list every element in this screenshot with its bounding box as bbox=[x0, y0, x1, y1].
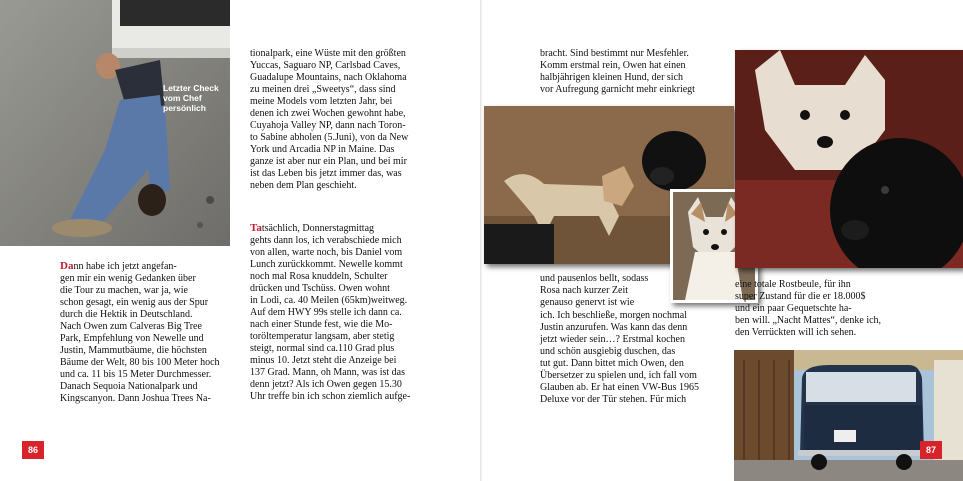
page-gutter bbox=[480, 0, 483, 481]
text-column-3-bottom: ich. Ich beschließe, morgen nochmal Justin anzurufen. Was kann das denn jetzt wieder sein…? Erstmal kochen und schön ausgiebig duschen, das tut gut. Dann bittet mich Owen, den Übersetzer zu spielen und, ich fall vom Glauben ab. Er hat einen VW-Bus 1965 Deluxe vor der Tür stehen. Für mich bbox=[540, 310, 699, 405]
photo-man-under-car-image bbox=[0, 0, 230, 246]
text-column-1 bbox=[60, 260, 235, 405]
dropcap: Ta bbox=[250, 222, 262, 234]
body-text: tsächlich, Donnerstagmittag gehts dann los, ich verabschiede mich von allen, warte noch, bis Daniel vom Lunch zurückkommt. Newelle kommt noch mal Rosa knuddeln, Schulter drücken und Tschüss. Owen wohnt in Lodi, ca. 40 Meilen (65km)weitweg. Auf dem HWY 99s stelle ich dann ca. nach einer Stunde fest, wie die Mo- toröltemperatur langsam, aber stetig steigt, normal sind ca.110 Grad plus minus 10. Jetzt steht die Anzeige bei 137 Grad. Mann, oh Mann, was ist das denn jetzt? Als ich Owen gegen 15.30 Uhr treffe bin ich schon ziemlich aufge- bbox=[250, 223, 411, 402]
text-column-2-top: tionalpark, eine Wüste mit den größten Yuccas, Saguaro NP, Carlsbad Caves, Guadalupe Mountains, nach Oklahoma zu meinen drei „Sweetys“, dass sind meine Models vom letzten Jahr, bei denen ich zwei Wochen gewohnt habe, Cuyahoja Valley NP, dann nach Toron- to Sabine abholen (5.Juni), von da New York und Arcadia NP in Maine. Das ganze ist aber nur ein Plan, und bei mir ist das Leben bis jetzt immer das, was neben dem Plan geschieht. bbox=[250, 48, 409, 191]
photo-two-dogs bbox=[735, 50, 963, 268]
photo-caption: Letzter Check vom Chef persönlich bbox=[163, 83, 219, 113]
page-number-right: 87 bbox=[920, 441, 942, 459]
text-column-4: eine totale Rostbeule, für ihn super Zustand für die er 18.000$ und ein paar Gequetschte ha- ben will. „Nacht Mattes“, denke ich, den Verrückten will ich sehen. bbox=[735, 279, 882, 338]
text-column-2-bottom bbox=[250, 222, 435, 403]
photo-man-under-car bbox=[0, 0, 230, 246]
text-column-3-top: bracht. Sind bestimmt nur Mesfehler. Komm erstmal rein, Owen hat einen halbjährigen kleinen Hund, der sich vor Aufregung garnicht mehr einkriegt bbox=[540, 48, 695, 95]
photo-vw-bus-image bbox=[734, 350, 963, 481]
text-column-3-mid: und pausenlos bellt, sodass Rosa nach kurzer Zeit genauso genervt ist wie bbox=[540, 273, 649, 308]
photo-vw-bus bbox=[734, 350, 963, 481]
page-number-left: 86 bbox=[22, 441, 44, 459]
photo-two-dogs-image bbox=[735, 50, 963, 268]
body-text: nn habe ich jetzt angefan- gen mir ein wenig Gedanken über die Tour zu machen, war ja, wie schon gesagt, ein wenig aus der Spur durch die Hektik in Deutschland. Nach Owen zum Calveras Big Tree Park, Empfehlung von Newelle und Justin, Mammutbäume, die höchsten Bäume der Welt, 80 bis 100 Meter hoch und ca. 11 bis 15 Meter Durchmesser. Danach Sequoia Nationalpark und Kingscanyon. Dann Joshua Trees Na- bbox=[60, 261, 220, 404]
dropcap: Da bbox=[60, 260, 74, 272]
